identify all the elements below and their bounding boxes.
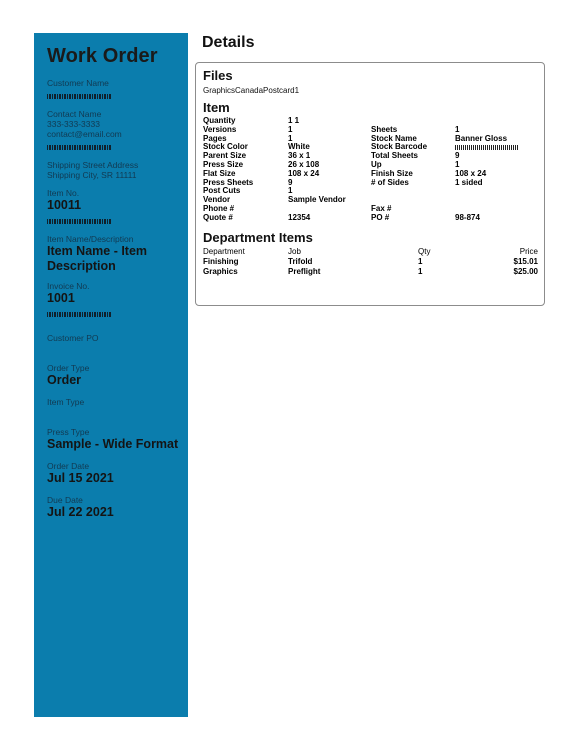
work-order-sidebar [34, 33, 188, 717]
table-header-row [203, 247, 538, 257]
item-field-value: 36 x 1 [288, 151, 311, 161]
stock-barcode-image [455, 143, 545, 152]
row-price: $15.01 [513, 256, 538, 266]
stock-barcode [455, 145, 519, 150]
item-field-value: 9 [455, 151, 460, 161]
item-field-label: Flat Size [203, 168, 236, 178]
item-field-label: Up [371, 159, 382, 169]
item-details-grid [203, 117, 538, 223]
item-field-value: 9 [288, 177, 293, 187]
item-field-value [455, 117, 545, 126]
item-no-value: 10011 [47, 198, 82, 212]
item-field-value: 1 [455, 159, 460, 169]
item-field-value: Banner Gloss [455, 133, 508, 143]
item-field-value: White [288, 142, 310, 152]
item-field-label: Parent Size [203, 151, 247, 161]
order-type-value: Order [47, 373, 82, 387]
item-field-label: # of Sides [371, 177, 409, 187]
work-order-title: Work Order [47, 45, 158, 67]
item-field-label: Press Sheets [203, 177, 254, 187]
invoice-no-value: 1001 [47, 291, 75, 305]
item-field-label: Finish Size [371, 168, 413, 178]
due-date-label: Due Date [47, 495, 83, 505]
due-date-value: Jul 22 2021 [47, 505, 114, 519]
item-no-label: Item No. [47, 188, 80, 198]
item-field-label: Sheets [371, 124, 398, 134]
item-field-label: Stock Name [371, 133, 417, 143]
details-title: Details [202, 34, 255, 51]
item-field-label: Press Size [203, 159, 244, 169]
row-job: Preflight [288, 266, 321, 276]
item-field-label: Stock Barcode [371, 142, 428, 152]
item-field-label: Quote # [203, 212, 233, 222]
item-field-value [455, 196, 545, 205]
table-row [203, 267, 538, 277]
shipping-street: Shipping Street Address [47, 160, 139, 170]
row-department: Finishing [203, 256, 239, 266]
row-qty: 1 [418, 256, 423, 266]
item-field-value: 26 x 108 [288, 159, 320, 169]
item-type-label: Item Type [47, 397, 85, 407]
item-field-label: Pages [203, 133, 227, 143]
item-field-label: Quantity [203, 116, 236, 125]
item-field-value: 1 sided [455, 177, 483, 187]
customer-name-label: Customer Name [47, 78, 109, 88]
row-department: Graphics [203, 266, 238, 276]
press-type-label: Press Type [47, 427, 90, 437]
item-field-value: 1 [455, 124, 460, 134]
row-price: $25.00 [513, 266, 538, 276]
item-field-value: 98-874 [455, 212, 480, 222]
press-type-value: Sample - Wide Format [47, 437, 179, 451]
item-field-label: Versions [203, 124, 237, 134]
item-field-value: 108 x 24 [288, 168, 320, 178]
department-items-heading: Department Items [203, 229, 313, 245]
item-field-value: 1 [288, 133, 293, 143]
item-field-value: 1 [288, 124, 293, 134]
contact-email: contact@email.com [47, 129, 122, 139]
header-price: Price [519, 246, 538, 256]
customer-po-label: Customer PO [47, 333, 99, 343]
file-name: GraphicsCanadaPostcard1 [203, 86, 300, 95]
details-card [195, 62, 545, 306]
item-field-label: Phone # [203, 203, 235, 213]
order-type-label: Order Type [47, 363, 90, 373]
item-name-value: Item Name - Item Description [47, 244, 148, 273]
contact-name: Contact Name [47, 109, 102, 119]
files-heading: Files [203, 68, 233, 83]
header-department: Department [203, 246, 245, 256]
header-job: Job [288, 246, 301, 256]
item-name-label: Item Name/Description [47, 234, 134, 244]
invoice-no-label: Invoice No. [47, 281, 90, 291]
item-field-value: 1 1 [288, 116, 300, 125]
row-job: Trifold [288, 256, 313, 266]
item-field-label: Stock Color [203, 142, 248, 152]
order-date-label: Order Date [47, 461, 90, 471]
item-field-label: PO # [371, 212, 390, 222]
item-heading: Item [203, 100, 230, 115]
item-field-value: 108 x 24 [455, 168, 487, 178]
item-field-label: Fax # [371, 203, 392, 213]
item-field-value: 1 [288, 186, 293, 196]
department-items-table [203, 247, 538, 277]
row-qty: 1 [418, 266, 423, 276]
table-row [203, 257, 538, 267]
item-field-label: Vendor [203, 195, 231, 205]
order-date-value: Jul 15 2021 [47, 471, 114, 485]
item-field-label: Total Sheets [371, 151, 418, 161]
item-field-value: 12354 [288, 212, 311, 222]
item-field-label [371, 187, 455, 196]
header-qty: Qty [418, 246, 431, 256]
shipping-city: Shipping City, SR 11111 [47, 170, 137, 180]
item-field-value [455, 187, 545, 196]
item-field-value: Sample Vendor [288, 195, 346, 205]
item-field-label: Post Cuts [203, 186, 241, 196]
contact-phone: 333-333-3333 [47, 119, 100, 129]
